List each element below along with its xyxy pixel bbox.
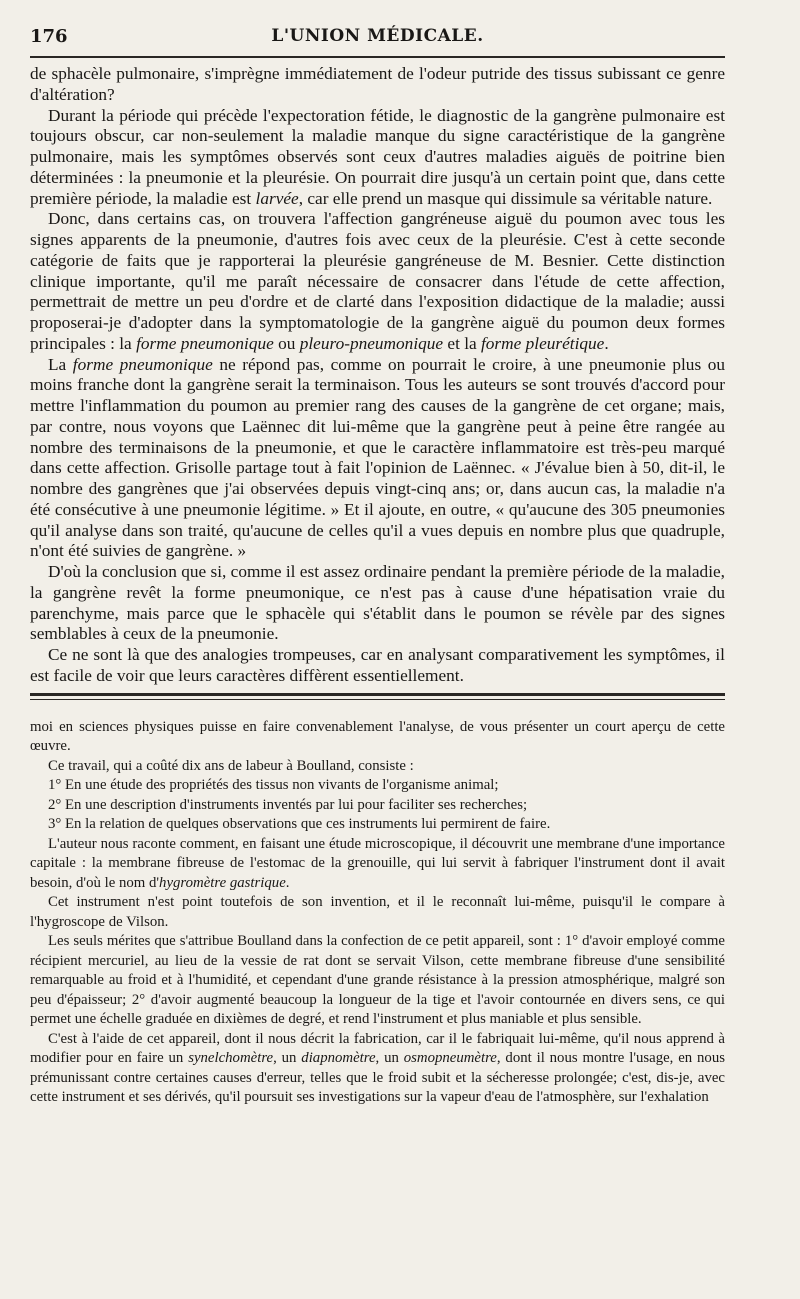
paragraph: D'où la conclusion que si, comme il est assez ordinaire pendant la première période de la maladie, la gangrène revêt la forme pneumonique, ce n'est pas à cause d'une hépatisation vraie du parenchyme, mais parce que le sphacèle qui s'établit dans le poumon se révèle par des signes semblables à ceux de la pneumonie. <box>30 562 725 644</box>
footnote-paragraph: Les seuls mérites que s'attribue Boulland dans la confection de ce petit appareil, sont : 1° d'avoir employé comme récipient mercuriel, au lieu de la vessie de rat dont se servait Vilson, cette membrane fibreuse d'une sensibilité remarquable au froid et à l'humidité, et cependant d'une grande résistance à la pression atmosphérique, malgré son peu d'épaisseur; 2° d'avoir augmenté beaucoup la longueur de la tige et l'avoir contournée en divers sens, ce qui permet une échelle graduée en dixièmes de degré, et rend l'instrument et plus maniable et plus sensible. <box>30 933 725 1027</box>
footnote-paragraph: Ce travail, qui a coûté dix ans de labeur à Boulland, consiste : <box>48 757 414 774</box>
page <box>30 22 725 1108</box>
footnote-paragraph: Cet instrument n'est point toutefois de son invention, et il le reconnaît lui-même, puisqu'il le compare à l'hygroscope de Vilson. <box>30 894 725 930</box>
page-header <box>30 22 725 56</box>
paragraph: de sphacèle pulmonaire, s'imprègne immédiatement de l'odeur putride des tissus subissant ce genre d'altération? <box>30 64 725 104</box>
paragraph: La forme pneumonique ne répond pas, comme on pourrait le croire, à une pneumonie plus ou moins franche dont la gangrène serait la terminaison. Tous les auteurs se sont trouvés d'accord pour mettre l'inflammation du poumon au premier rang des causes de la gangrène de cet organe; mais, par contre, nous voyons que Laënnec dit lui-même que la gangrène peut à peine être rangée au nombre des terminaisons de la pneumonie, et que le caractère inflammatoire est très-peu marqué dans cette affection. Grisolle partage tout à fait l'opinion de Laënnec. « J'évalue bien à 50, dit-il, le nombre des gangrènes que j'ai observées depuis vingt-cinq ans; or, dans aucun cas, la maladie n'a été consécutive à une pneumonie légitime. » Et il ajoute, en outre, « qu'aucune des 305 pneumonies qu'il analyse dans son traité, qu'aucune de celles qu'il a vues depuis en nombre plus que quadruple, n'ont été suivies de gangrène. » <box>30 354 725 561</box>
footnote-paragraph: 3° En la relation de quelques observations que ces instruments lui permirent de faire. <box>48 816 551 832</box>
footnote-paragraph: C'est à l'aide de cet appareil, dont il nous décrit la fabrication, car il le fabriquait lui-même, qu'il nous apprend à modifier pour en faire un synelchomètre, un diapnomètre, un osmopneumètre, dont il nous montre l'usage, en nous prémunissant contre certaines causes d'erreur, telles que le froid subit et la sécheresse prolongée; c'est, dis-je, avec cette instrument et ses dérivés, qu'il poursuit ses investigations sur la vapeur d'eau de l'atmosphère, sur l'exhalation <box>30 1030 725 1105</box>
paragraph: Durant la période qui précède l'expectoration fétide, le diagnostic de la gangrène pulmonaire est toujours obscur, car non-seulement la maladie manque du signe caractéristique de la gangrène pulmonaire, mais les symptômes observés sont ceux d'autres maladies aiguës de poitrine bien déterminées : la pneumonie et la pleurésie. On pourrait dire jusqu'à un certain point que, dans cette première période, la maladie est larvée, car elle prend un masque qui dissimule sa véritable nature. <box>30 105 725 208</box>
header-rule <box>30 56 725 58</box>
paragraph: Ce ne sont là que des analogies trompeuses, car en analysant comparativement les symptômes, il est facile de voir que leurs caractères diffèrent essentiellement. <box>30 645 725 685</box>
footnote-text <box>30 718 725 1108</box>
footnote-paragraph: L'auteur nous raconte comment, en faisant une étude microscopique, il découvrit une membrane d'une importance capitale : la membrane fibreuse de l'estomac de la grenouille, qui lui servit à fabriquer l'instrument dont il avait besoin, d'où le nom d'hygromètre gastrique. <box>30 835 725 891</box>
main-text <box>30 64 725 687</box>
footnote-paragraph: 1° En une étude des propriétés des tissus non vivants de l'organisme animal; <box>48 777 499 793</box>
paragraph: Donc, dans certains cas, on trouvera l'affection gangréneuse aiguë du poumon avec tous les signes apparents de la pneumonie, d'autres fois avec ceux de la pleurésie. C'est à cette seconde catégorie de faits que je rapporterai la pleurésie gangréneuse de M. Besnier. Cette distinction clinique importante, qu'il me paraît nécessaire de consacrer dans l'étude de cette affection, permettrait de mettre un peu d'ordre et de clarté dans l'exposition didactique de la maladie; aussi proposerai-je d'adopter dans la symptomatologie de la gangrène aiguë du poumon deux formes principales : la forme pneumonique ou pleuro-pneumonique et la forme pleurétique. <box>30 209 725 353</box>
footnote-separator <box>30 693 725 696</box>
footnote-separator-thin <box>30 699 725 700</box>
footnote-paragraph: moi en sciences physiques puisse en faire convenablement l'analyse, de vous présenter un court aperçu de cette œuvre. <box>30 718 725 754</box>
running-title: L'UNION MÉDICALE. <box>271 26 484 46</box>
page-number: 176 <box>30 26 68 47</box>
footnote-paragraph: 2° En une description d'instruments inventés par lui pour faciliter ses recherches; <box>48 796 528 813</box>
